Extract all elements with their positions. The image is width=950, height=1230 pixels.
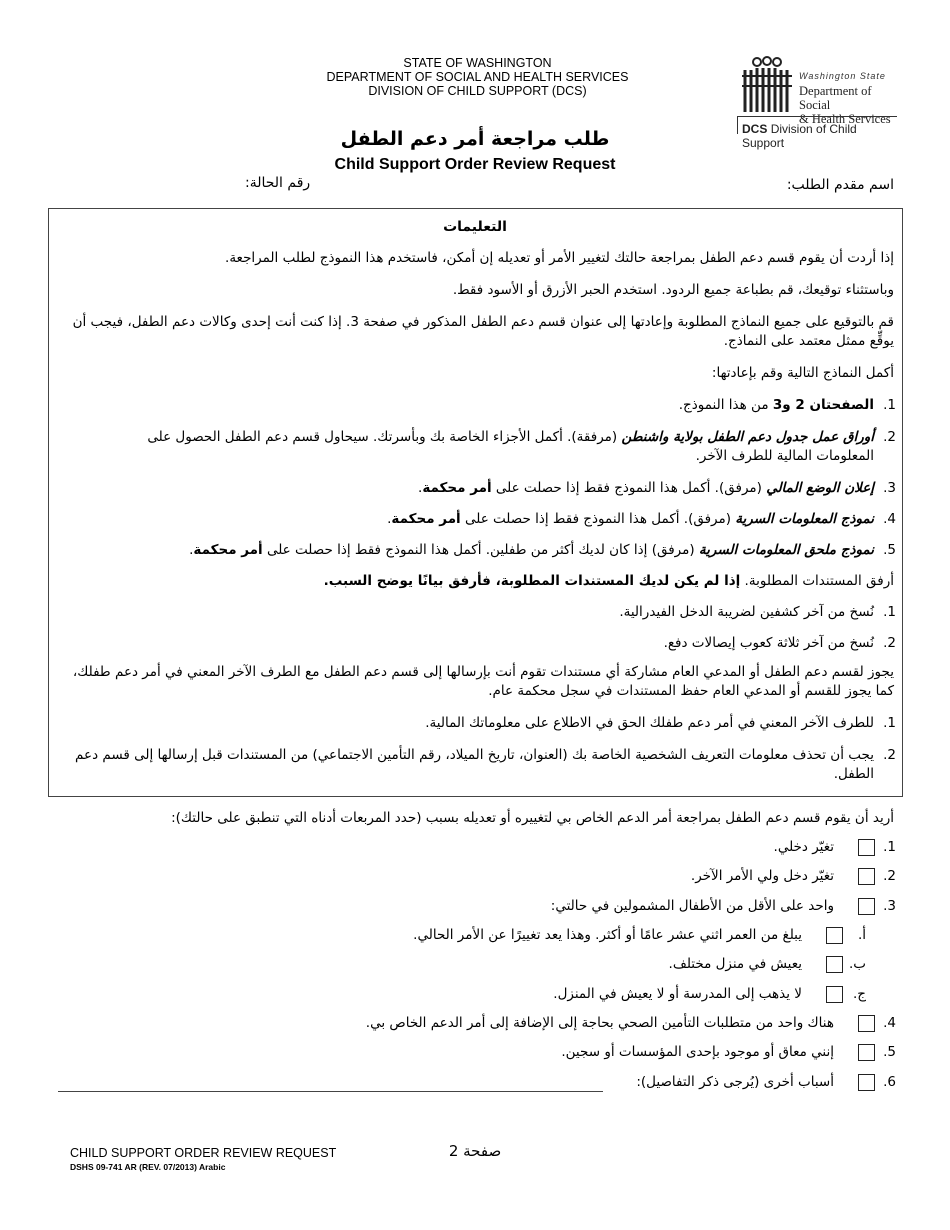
doc-number: 1.	[883, 604, 896, 620]
form-item	[60, 396, 874, 415]
form-item-name: نموذج المعلومات السرية	[735, 511, 874, 527]
title-arabic: طلب مراجعة أمر دعم الطفل	[340, 128, 610, 150]
sub-reason-checkbox[interactable]	[826, 927, 843, 944]
header-state: STATE OF WASHINGTON	[403, 56, 552, 70]
instructions-p1: إذا أردت أن يقوم قسم دعم الطفل بمراجعة حالتك لتغيير الأمر أو تعديله إن أمكن، فاستخدم هذا النموذج لطلب المراجعة.	[225, 250, 894, 266]
dshs-figures-icon	[737, 56, 797, 114]
agency-header	[300, 56, 655, 98]
form-item-name: الصفحتان 2 و3	[772, 397, 874, 413]
instructions-p2: وباستثناء توقيعك، قم بطباعة جميع الردود. استخدم الحبر الأزرق أو الأسود فقط.	[452, 282, 894, 298]
sub-reason-letter: ب.	[848, 956, 866, 972]
footer-form-code: DSHS 09-741 AR (REV. 07/2013) Arabic	[70, 1162, 226, 1172]
logo-dept-line1: Department of Social	[799, 84, 872, 112]
form-item-number: 4.	[883, 511, 896, 527]
instructions-p5	[60, 572, 894, 591]
title-english: Child Support Order Review Request	[334, 156, 616, 173]
instructions-heading: التعليمات	[443, 219, 507, 235]
form-item-end: .	[387, 511, 392, 527]
reason-number: 2.	[883, 868, 896, 884]
form-item	[60, 510, 874, 529]
case-number-label: رقم الحالة:	[245, 175, 311, 191]
logo-divider	[737, 116, 897, 117]
reason-text: تغيّر دخلي.	[773, 839, 834, 855]
reason-number: 1.	[883, 839, 896, 855]
sub-reason-text: يعيش في منزل مختلف.	[668, 956, 802, 972]
note-item: يجب أن تحذف معلومات التعريف الشخصية الخاصة بك (العنوان، تاريخ الميلاد، رقم التأمين الاجتماعي) من المستندات قبل إرسالها إلى قسم دعم الطفل.	[75, 747, 874, 782]
sub-reason-letter: أ.	[857, 927, 866, 943]
form-item-number: 1.	[883, 397, 896, 413]
other-reason-field[interactable]	[58, 1091, 603, 1092]
note-item: للطرف الآخر المعني في أمر دعم طفلك الحق في الاطلاع على معلوماتك المالية.	[425, 715, 874, 731]
doc-item: نُسخ من آخر ثلاثة كعوب إيصالات دفع.	[663, 635, 874, 651]
footer-form-name: CHILD SUPPORT ORDER REVIEW REQUEST	[70, 1146, 337, 1160]
note-number: 2.	[883, 747, 896, 763]
reason-checkbox[interactable]	[858, 839, 875, 856]
form-item-number: 3.	[883, 480, 896, 496]
reason-text: إنني معاق أو موجود بإحدى المؤسسات أو سجين.	[561, 1044, 834, 1060]
form-item-name: نموذج ملحق المعلومات السرية	[698, 542, 874, 558]
reason-text: تغيّر دخل ولي الأمر الآخر.	[690, 868, 834, 884]
sub-reason-text: يبلغ من العمر اثني عشر عامًا أو أكثر. وهذا يعد تغييرًا عن الأمر الحالي.	[413, 927, 802, 943]
form-item-desc: (مرفقة). أكمل الأجزاء الخاصة بك وبأسرتك. سيحاول قسم دعم الطفل الحصول على المعلومات المالية للطرف الآخر.	[147, 429, 874, 464]
reason-text: أسباب أخرى (يُرجى ذكر التفاصيل):	[636, 1074, 834, 1090]
page-number: صفحة 2	[448, 1142, 502, 1160]
applicant-name-label: اسم مقدم الطلب:	[786, 177, 894, 193]
instructions-p4: أكمل النماذج التالية وقم بإعادتها:	[711, 365, 894, 381]
sub-reason-text: لا يذهب إلى المدرسة أو لا يعيش في المنزل.	[553, 986, 802, 1002]
doc-item: نُسخ من آخر كشفين لضريبة الدخل الفيدرالية.	[619, 604, 874, 620]
dshs-logo	[737, 56, 897, 150]
header-division: DIVISION OF CHILD SUPPORT (DCS)	[368, 84, 587, 98]
form-item-name: إعلان الوضع المالي	[766, 480, 874, 496]
p5-plain: أرفق المستندات المطلوبة.	[740, 573, 894, 589]
form-item	[60, 479, 874, 498]
request-intro: أريد أن يقوم قسم دعم الطفل بمراجعة أمر الدعم الخاص بي لتغييره أو تعديله بسبب (حدد المربعات أدناه التي تنطبق على حالتك):	[171, 810, 894, 826]
logo-state-line: Washington State	[799, 71, 886, 81]
form-item-desc: (مرفق) إذا كان لديك أكثر من طفلين. أكمل هذا النموذج فقط إذا حصلت على	[262, 542, 699, 558]
sub-reason-checkbox[interactable]	[826, 986, 843, 1003]
form-item-name: أوراق عمل جدول دعم الطفل بولاية واشنطن	[621, 429, 874, 445]
reason-checkbox[interactable]	[858, 1044, 875, 1061]
form-item-end: .	[189, 542, 194, 558]
reason-number: 5.	[883, 1044, 896, 1060]
form-item-desc: (مرفق). أكمل هذا النموذج فقط إذا حصلت على	[460, 511, 736, 527]
form-item	[96, 428, 874, 466]
form-item-end: .	[418, 480, 423, 496]
logo-dept-line2: & Health Services	[799, 112, 891, 126]
reason-number: 3.	[883, 898, 896, 914]
logo-department	[799, 84, 897, 126]
form-item-desc: من هذا النموذج.	[678, 397, 773, 413]
reason-number: 6.	[883, 1074, 896, 1090]
form-item	[60, 541, 874, 560]
instructions-p3: قم بالتوقيع على جميع النماذج المطلوبة وإعادتها إلى عنوان قسم دعم الطفل المذكور في صفحة 3. إذا كنت أنت إحدى وكالات دعم الطفل، فيجب أن يوقِّع ممثل معتمد على النماذج.	[72, 314, 894, 349]
reason-text: هناك واحد من متطلبات التأمين الصحي بحاجة إلى الإضافة إلى أمر الدعم الخاص بي.	[365, 1015, 834, 1031]
instructions-p6: يجوز لقسم دعم الطفل أو المدعي العام مشاركة أي مستندات تقوم أنت بإرسالها إلى قسم دعم الطفل مع الطرف الآخر المعني في أمر دعم طفلك، كما يجوز للقسم أو المدعي العام حفظ المستندات في سجل محكمة عام.	[72, 664, 894, 699]
reason-checkbox[interactable]	[858, 1015, 875, 1032]
header-department: DEPARTMENT OF SOCIAL AND HEALTH SERVICES	[326, 70, 629, 84]
doc-number: 2.	[883, 635, 896, 651]
reason-number: 4.	[883, 1015, 896, 1031]
form-item-number: 5.	[883, 542, 896, 558]
form-item-desc: (مرفق). أكمل هذا النموذج فقط إذا حصلت على	[491, 480, 767, 496]
note-number: 1.	[883, 715, 896, 731]
reason-text: واحد على الأقل من الأطفال المشمولين في حالتي:	[550, 898, 834, 914]
logo-dcs-name: Division of Child Support	[742, 122, 857, 150]
reason-checkbox[interactable]	[858, 1074, 875, 1091]
form-item-court-order: أمر محكمة	[422, 480, 492, 496]
form-item-court-order: أمر محكمة	[391, 511, 461, 527]
form-item-court-order: أمر محكمة	[193, 542, 263, 558]
logo-dcs-abbr: DCS	[742, 122, 768, 136]
form-item-number: 2.	[883, 429, 896, 445]
p5-bold: إذا لم يكن لديك المستندات المطلوبة، فأرفق بيانًا يوضح السبب.	[323, 573, 741, 589]
reason-checkbox[interactable]	[858, 898, 875, 915]
reason-checkbox[interactable]	[858, 868, 875, 885]
sub-reason-letter: ج.	[852, 986, 866, 1002]
sub-reason-checkbox[interactable]	[826, 956, 843, 973]
